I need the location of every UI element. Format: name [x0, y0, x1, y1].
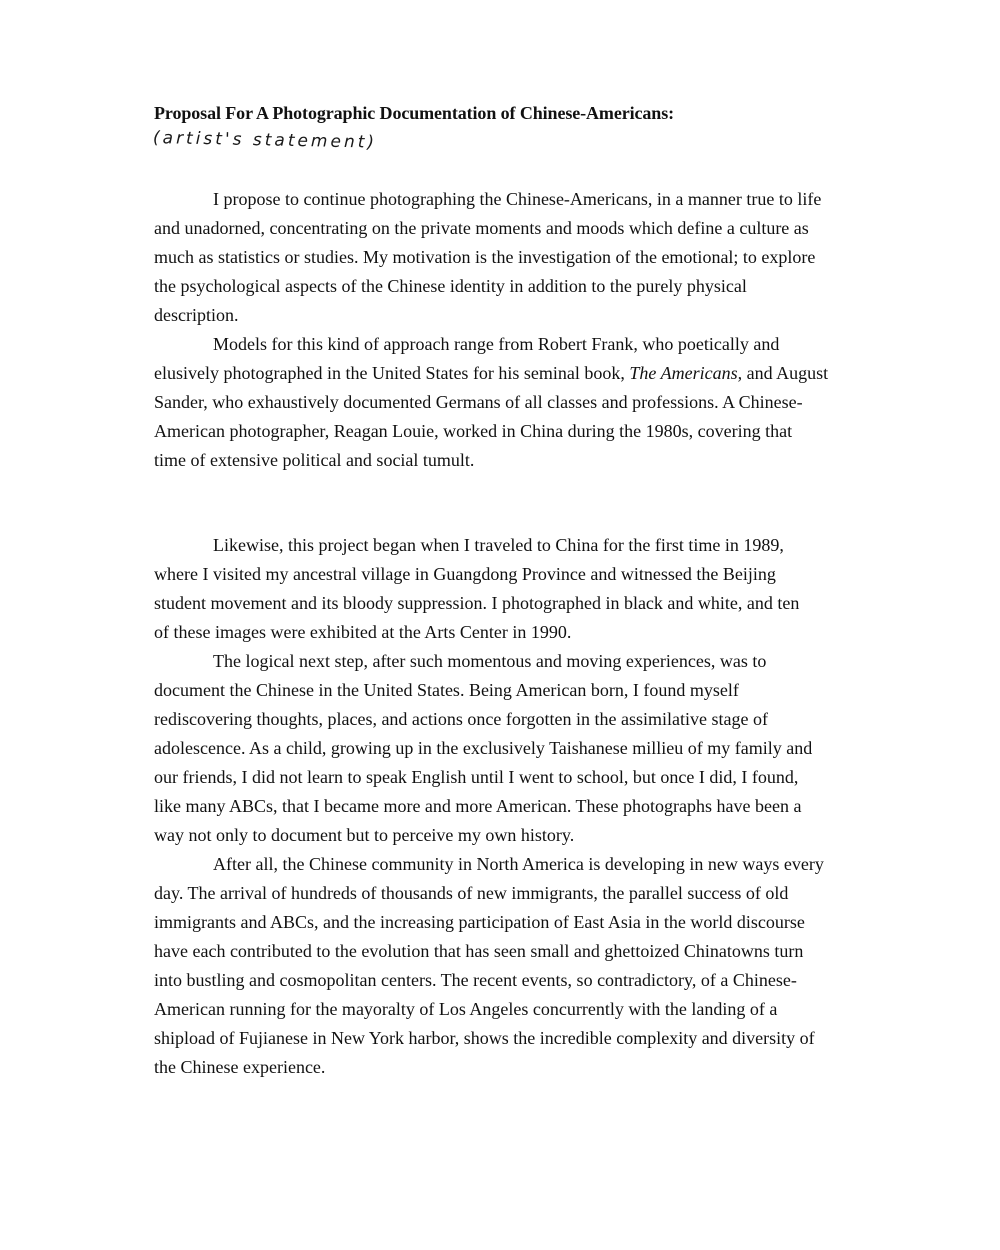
text-line: of these images were exhibited at the Arts Center in 1990. — [154, 622, 572, 642]
text-line: much as statistics or studies. My motivation is the investigation of the emotional; to explore — [154, 247, 816, 267]
paragraph-5 — [154, 850, 854, 1082]
text-line: where I visited my ancestral village in Guangdong Province and witnessed the Beijing — [154, 564, 776, 584]
text-line: After all, the Chinese community in North America is developing in new ways every — [213, 854, 824, 874]
text-line: the psychological aspects of the Chinese identity in addition to the purely physical — [154, 276, 747, 296]
paragraph-4 — [154, 647, 854, 850]
text-line: like many ABCs, that I became more and more American. These photographs have been a — [154, 796, 802, 816]
text-line: student movement and its bloody suppression. I photographed in black and white, and ten — [154, 593, 800, 613]
text-line: I propose to continue photographing the Chinese-Americans, in a manner true to life — [213, 189, 822, 209]
handwritten-annotation: (artist's statement) — [152, 128, 378, 153]
text-run: elusively photographed in the United States for his seminal book, — [154, 363, 630, 383]
text-line: Likewise, this project began when I traveled to China for the first time in 1989, — [213, 535, 784, 555]
text-line: American photographer, Reagan Louie, worked in China during the 1980s, covering that — [154, 421, 793, 441]
document-title: Proposal For A Photographic Documentation of Chinese-Americans: — [154, 103, 675, 123]
text-line: way not only to document but to perceive my own history. — [154, 825, 575, 845]
paragraph-2 — [154, 330, 854, 475]
text-line: Sander, who exhaustively documented Germans of all classes and professions. A Chinese- — [154, 392, 803, 412]
text-line: document the Chinese in the United States. Being American born, I found myself — [154, 680, 739, 700]
text-line: American running for the mayoralty of Los Angeles concurrently with the landing of a — [154, 999, 778, 1019]
text-line: shipload of Fujianese in New York harbor, shows the incredible complexity and diversity of — [154, 1028, 815, 1048]
text-line: into bustling and cosmopolitan centers. The recent events, so contradictory, of a Chinese- — [154, 970, 797, 990]
text-line: Models for this kind of approach range from Robert Frank, who poetically and — [213, 334, 780, 354]
text-line: our friends, I did not learn to speak English until I went to school, but once I did, I found, — [154, 767, 799, 787]
text-line: adolescence. As a child, growing up in the exclusively Taishanese millieu of my family and — [154, 738, 813, 758]
text-line: have each contributed to the evolution that has seen small and ghettoized Chinatowns turn — [154, 941, 804, 961]
text-line: and unadorned, concentrating on the private moments and moods which define a culture as — [154, 218, 809, 238]
paragraph-1 — [154, 185, 854, 330]
text-line: day. The arrival of hundreds of thousands of new immigrants, the parallel success of old — [154, 883, 789, 903]
text-line — [154, 359, 854, 388]
text-line: the Chinese experience. — [154, 1057, 326, 1077]
text-run: and August — [742, 363, 829, 383]
paragraph-3 — [154, 531, 854, 647]
body-section-1 — [154, 185, 854, 475]
text-line: description. — [154, 305, 239, 325]
body-section-2 — [154, 531, 854, 1082]
text-line: immigrants and ABCs, and the increasing participation of East Asia in the world discourse — [154, 912, 805, 932]
text-line: rediscovering thoughts, places, and actions once forgotten in the assimilative stage of — [154, 709, 769, 729]
book-title: The Americans, — [629, 363, 743, 383]
text-line: The logical next step, after such momentous and moving experiences, was to — [213, 651, 767, 671]
text-line: time of extensive political and social tumult. — [154, 450, 475, 470]
